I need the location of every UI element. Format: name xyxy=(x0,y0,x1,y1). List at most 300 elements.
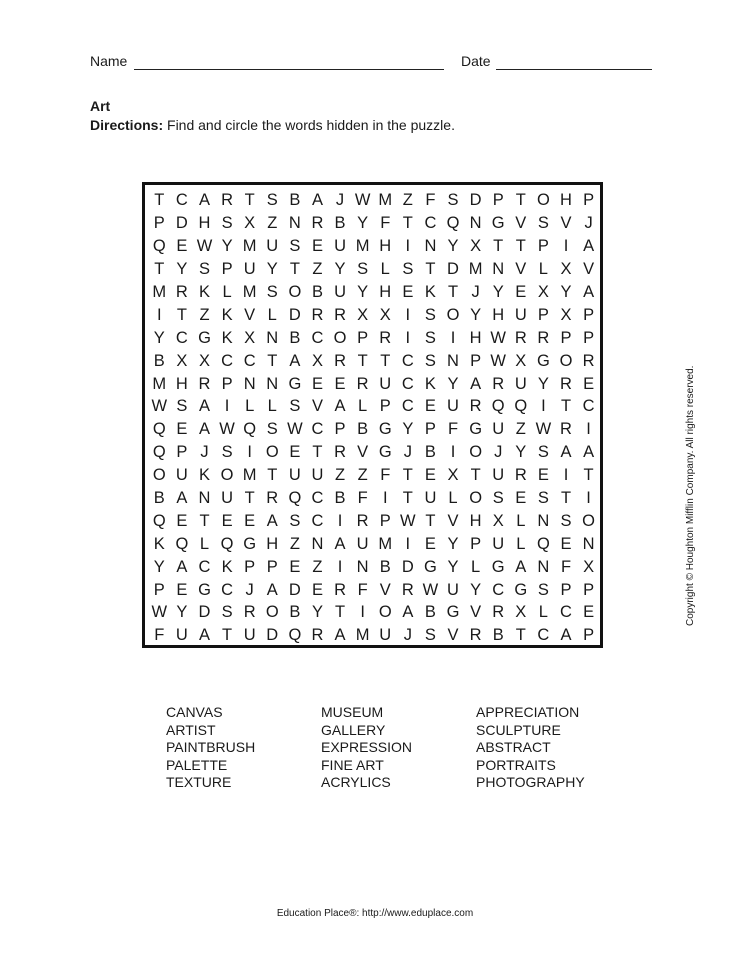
grid-letter[interactable]: F xyxy=(380,466,391,485)
grid-letter[interactable]: X xyxy=(470,237,482,256)
grid-letter[interactable]: P xyxy=(153,214,165,233)
grid-letter[interactable]: U xyxy=(379,626,392,645)
grid-letter[interactable]: P xyxy=(424,420,436,439)
grid-letter[interactable]: X xyxy=(447,466,459,485)
grid-letter[interactable]: R xyxy=(560,374,572,393)
grid-letter[interactable]: Y xyxy=(470,580,482,599)
grid-letter[interactable]: E xyxy=(176,511,188,530)
grid-letter[interactable]: R xyxy=(492,374,505,393)
grid-letter[interactable]: O xyxy=(469,443,483,462)
grid-letter[interactable]: R xyxy=(560,420,572,439)
grid-letter[interactable]: Y xyxy=(492,283,504,301)
grid-letter[interactable]: P xyxy=(537,305,549,324)
grid-letter[interactable]: B xyxy=(289,603,301,622)
grid-letter[interactable]: U xyxy=(424,489,437,508)
grid-letter[interactable]: W xyxy=(151,603,168,622)
grid-letter[interactable]: I xyxy=(405,328,411,347)
grid-letter[interactable]: U xyxy=(334,237,346,256)
grid-letter[interactable]: P xyxy=(583,580,595,599)
grid-letter[interactable]: U xyxy=(447,397,459,416)
grid-letter[interactable]: L xyxy=(380,260,390,279)
grid-letter[interactable]: G xyxy=(198,328,211,347)
grid-letter[interactable]: U xyxy=(243,626,256,645)
grid-letter[interactable]: R xyxy=(311,305,324,324)
grid-letter[interactable]: A xyxy=(334,397,346,416)
grid-letter[interactable]: R xyxy=(469,626,482,645)
grid-letter[interactable]: B xyxy=(492,626,504,645)
grid-letter[interactable]: B xyxy=(153,351,165,370)
grid-letter[interactable]: Q xyxy=(152,237,166,256)
grid-letter[interactable]: U xyxy=(266,237,279,256)
grid-letter[interactable]: S xyxy=(424,626,436,645)
grid-letter[interactable]: Z xyxy=(335,466,346,485)
grid-letter[interactable]: G xyxy=(198,580,211,599)
grid-letter[interactable]: L xyxy=(358,397,368,416)
grid-letter[interactable]: A xyxy=(198,626,210,645)
grid-letter[interactable]: P xyxy=(583,626,595,645)
grid-letter[interactable]: E xyxy=(176,580,188,599)
grid-letter[interactable]: P xyxy=(153,580,165,599)
grid-letter[interactable]: Y xyxy=(515,443,527,462)
grid-letter[interactable]: S xyxy=(357,260,369,279)
grid-letter[interactable]: K xyxy=(221,328,233,347)
grid-letter[interactable]: T xyxy=(515,191,526,210)
grid-letter[interactable]: R xyxy=(334,351,346,370)
grid-letter[interactable]: M xyxy=(242,237,257,256)
grid-letter[interactable]: G xyxy=(469,420,483,439)
grid-letter[interactable]: T xyxy=(244,191,255,210)
grid-letter[interactable]: A xyxy=(334,626,346,645)
grid-letter[interactable]: S xyxy=(424,351,436,370)
grid-letter[interactable]: F xyxy=(357,489,368,508)
grid-letter[interactable]: I xyxy=(563,466,569,485)
grid-letter[interactable]: U xyxy=(514,305,527,324)
grid-letter[interactable]: I xyxy=(337,511,343,530)
grid-letter[interactable]: S xyxy=(266,420,278,439)
grid-letter[interactable]: Q xyxy=(243,420,257,439)
grid-letter[interactable]: U xyxy=(334,283,346,301)
grid-letter[interactable]: Q xyxy=(288,626,302,645)
grid-letter[interactable]: R xyxy=(514,466,527,485)
grid-letter[interactable]: J xyxy=(584,214,593,233)
grid-letter[interactable]: T xyxy=(267,466,278,485)
grid-letter[interactable]: P xyxy=(470,351,482,370)
grid-letter[interactable]: X xyxy=(492,511,504,530)
grid-letter[interactable]: E xyxy=(515,489,527,508)
grid-letter[interactable]: Y xyxy=(447,557,459,576)
grid-letter[interactable]: J xyxy=(494,443,503,462)
grid-letter[interactable]: J xyxy=(335,191,345,210)
grid-letter[interactable]: N xyxy=(266,374,279,393)
grid-letter[interactable]: B xyxy=(289,191,301,210)
grid-letter[interactable]: C xyxy=(311,511,324,530)
grid-letter[interactable]: U xyxy=(175,626,188,645)
grid-letter[interactable]: T xyxy=(560,397,572,416)
grid-letter[interactable]: S xyxy=(447,191,459,210)
grid-letter[interactable]: F xyxy=(154,626,165,645)
grid-letter[interactable]: P xyxy=(560,580,572,599)
grid-letter[interactable]: E xyxy=(424,397,436,416)
grid-letter[interactable]: T xyxy=(154,260,165,279)
grid-letter[interactable]: M xyxy=(242,283,257,301)
grid-letter[interactable]: Z xyxy=(267,214,278,233)
grid-letter[interactable]: G xyxy=(491,557,505,576)
grid-letter[interactable]: P xyxy=(176,443,188,462)
grid-letter[interactable]: C xyxy=(221,351,234,370)
grid-letter[interactable]: C xyxy=(311,420,324,439)
grid-letter[interactable]: Y xyxy=(357,214,369,233)
grid-letter[interactable]: A xyxy=(583,443,595,462)
grid-letter[interactable]: B xyxy=(379,557,391,576)
grid-letter[interactable]: U xyxy=(288,466,301,485)
grid-letter[interactable]: Q xyxy=(491,397,505,416)
grid-letter[interactable]: C xyxy=(311,328,324,347)
grid-letter[interactable]: Y xyxy=(537,374,549,393)
grid-letter[interactable]: E xyxy=(402,283,414,301)
grid-letter[interactable]: S xyxy=(289,511,301,530)
grid-letter[interactable]: U xyxy=(492,420,505,439)
grid-letter[interactable]: C xyxy=(401,374,414,393)
grid-letter[interactable]: O xyxy=(333,328,347,347)
grid-letter[interactable]: X xyxy=(560,260,572,279)
grid-letter[interactable]: L xyxy=(471,557,481,576)
grid-letter[interactable]: Y xyxy=(560,283,572,301)
grid-letter[interactable]: I xyxy=(450,328,456,347)
grid-letter[interactable]: O xyxy=(378,603,392,622)
grid-letter[interactable]: U xyxy=(492,466,505,485)
grid-letter[interactable]: G xyxy=(536,351,550,370)
grid-letter[interactable]: Q xyxy=(446,214,460,233)
grid-letter[interactable]: N xyxy=(266,328,279,347)
grid-letter[interactable]: W xyxy=(422,580,439,599)
grid-letter[interactable]: E xyxy=(537,466,549,485)
grid-letter[interactable]: H xyxy=(469,511,482,530)
grid-letter[interactable]: T xyxy=(267,351,278,370)
grid-letter[interactable]: N xyxy=(537,511,550,530)
grid-letter[interactable]: E xyxy=(311,374,323,393)
grid-letter[interactable]: J xyxy=(403,626,412,645)
grid-letter[interactable]: P xyxy=(583,328,595,347)
grid-letter[interactable]: G xyxy=(446,603,460,622)
grid-letter[interactable]: L xyxy=(516,511,526,530)
grid-letter[interactable]: S xyxy=(266,283,278,301)
grid-letter[interactable]: U xyxy=(175,466,188,485)
grid-letter[interactable]: E xyxy=(311,237,323,256)
grid-letter[interactable]: N xyxy=(537,557,550,576)
grid-letter[interactable]: A xyxy=(470,374,482,393)
grid-letter[interactable]: S xyxy=(221,603,233,622)
grid-letter[interactable]: Y xyxy=(447,374,459,393)
grid-letter[interactable]: N xyxy=(492,260,505,279)
grid-letter[interactable]: R xyxy=(243,603,256,622)
grid-letter[interactable]: H xyxy=(379,237,392,256)
grid-letter[interactable]: E xyxy=(424,534,436,553)
grid-letter[interactable]: L xyxy=(267,397,277,416)
grid-letter[interactable]: I xyxy=(405,534,411,553)
grid-letter[interactable]: A xyxy=(289,351,301,370)
grid-letter[interactable]: R xyxy=(334,443,346,462)
grid-letter[interactable]: U xyxy=(379,374,392,393)
grid-letter[interactable]: Y xyxy=(266,260,278,279)
grid-letter[interactable]: D xyxy=(266,626,279,645)
grid-letter[interactable]: P xyxy=(379,397,391,416)
grid-letter[interactable]: S xyxy=(424,305,436,324)
grid-letter[interactable]: E xyxy=(583,374,595,393)
grid-letter[interactable]: E xyxy=(289,443,301,462)
grid-letter[interactable]: L xyxy=(538,260,548,279)
grid-letter[interactable]: Z xyxy=(312,557,323,576)
grid-letter[interactable]: X xyxy=(176,351,188,370)
grid-letter[interactable]: V xyxy=(583,260,595,279)
grid-letter[interactable]: T xyxy=(470,466,481,485)
grid-letter[interactable]: I xyxy=(586,489,591,508)
grid-letter[interactable]: B xyxy=(334,214,346,233)
grid-letter[interactable]: I xyxy=(337,557,343,576)
grid-letter[interactable]: M xyxy=(152,283,167,301)
grid-letter[interactable]: O xyxy=(469,489,483,508)
grid-letter[interactable]: Y xyxy=(470,305,482,324)
grid-letter[interactable]: I xyxy=(541,397,546,416)
grid-letter[interactable]: H xyxy=(560,191,572,210)
grid-letter[interactable]: A xyxy=(198,397,210,416)
grid-letter[interactable]: I xyxy=(247,443,252,462)
grid-letter[interactable]: R xyxy=(356,374,369,393)
grid-letter[interactable]: R xyxy=(356,511,369,530)
grid-letter[interactable]: K xyxy=(153,534,165,553)
grid-letter[interactable]: A xyxy=(515,557,527,576)
grid-letter[interactable]: T xyxy=(402,466,413,485)
grid-letter[interactable]: J xyxy=(245,580,254,599)
grid-letter[interactable]: T xyxy=(515,626,526,645)
grid-letter[interactable]: R xyxy=(198,374,211,393)
grid-letter[interactable]: R xyxy=(469,397,482,416)
grid-letter[interactable]: T xyxy=(560,489,572,508)
grid-letter[interactable]: W xyxy=(354,191,371,210)
grid-letter[interactable]: T xyxy=(244,489,255,508)
grid-letter[interactable]: V xyxy=(560,214,572,233)
grid-letter[interactable]: M xyxy=(355,626,370,645)
grid-letter[interactable]: A xyxy=(311,191,323,210)
grid-letter[interactable]: G xyxy=(514,580,528,599)
grid-letter[interactable]: N xyxy=(582,534,595,553)
grid-letter[interactable]: O xyxy=(446,305,460,324)
grid-letter[interactable]: N xyxy=(311,534,324,553)
grid-letter[interactable]: Y xyxy=(402,420,414,439)
grid-letter[interactable]: R xyxy=(514,328,527,347)
grid-letter[interactable]: E xyxy=(311,580,323,599)
grid-letter[interactable]: I xyxy=(360,603,365,622)
grid-letter[interactable]: N xyxy=(447,351,459,370)
grid-letter[interactable]: U xyxy=(243,260,256,279)
grid-letter[interactable]: L xyxy=(199,534,210,553)
grid-letter[interactable]: R xyxy=(537,328,550,347)
grid-letter[interactable]: D xyxy=(198,603,211,622)
grid-letter[interactable]: S xyxy=(492,489,504,508)
grid-letter[interactable]: Y xyxy=(447,237,459,256)
grid-letter[interactable]: Q xyxy=(288,489,302,508)
grid-letter[interactable]: Z xyxy=(402,191,413,210)
grid-letter[interactable]: B xyxy=(153,489,165,508)
grid-letter[interactable]: T xyxy=(176,305,187,324)
grid-letter[interactable]: C xyxy=(175,328,188,347)
grid-letter[interactable]: S xyxy=(176,397,188,416)
grid-letter[interactable]: O xyxy=(288,283,302,301)
grid-letter[interactable]: Z xyxy=(312,260,323,279)
grid-letter[interactable]: U xyxy=(447,580,459,599)
grid-letter[interactable]: P xyxy=(221,374,233,393)
grid-letter[interactable]: K xyxy=(424,374,436,393)
grid-letter[interactable]: Y xyxy=(447,534,459,553)
grid-letter[interactable]: Y xyxy=(153,328,165,347)
grid-letter[interactable]: R xyxy=(379,328,392,347)
grid-letter[interactable]: H xyxy=(175,374,188,393)
grid-letter[interactable]: Q xyxy=(514,397,528,416)
grid-letter[interactable]: M xyxy=(152,374,167,393)
grid-letter[interactable]: E xyxy=(244,511,256,530)
grid-letter[interactable]: C xyxy=(401,351,414,370)
grid-letter[interactable]: P xyxy=(560,328,572,347)
grid-letter[interactable]: P xyxy=(583,305,595,324)
grid-letter[interactable]: U xyxy=(514,374,527,393)
grid-letter[interactable]: E xyxy=(583,603,595,622)
grid-letter[interactable]: Q xyxy=(536,534,550,553)
grid-letter[interactable]: H xyxy=(469,328,482,347)
grid-letter[interactable]: V xyxy=(311,397,323,416)
grid-letter[interactable]: N xyxy=(198,489,211,508)
grid-letter[interactable]: O xyxy=(265,603,279,622)
grid-letter[interactable]: R xyxy=(266,489,279,508)
grid-letter[interactable]: H xyxy=(379,283,392,301)
grid-letter[interactable]: J xyxy=(403,443,412,462)
grid-letter[interactable]: S xyxy=(221,443,233,462)
grid-letter[interactable]: Y xyxy=(153,557,165,576)
grid-letter[interactable]: Q xyxy=(152,443,166,462)
grid-letter[interactable]: L xyxy=(516,534,526,553)
grid-letter[interactable]: A xyxy=(176,489,188,508)
grid-letter[interactable]: R xyxy=(492,603,505,622)
grid-letter[interactable]: T xyxy=(583,466,594,485)
grid-letter[interactable]: K xyxy=(198,466,210,485)
grid-letter[interactable]: I xyxy=(382,489,388,508)
grid-letter[interactable]: N xyxy=(243,374,256,393)
grid-letter[interactable]: T xyxy=(402,489,413,508)
grid-letter[interactable]: T xyxy=(380,351,391,370)
grid-letter[interactable]: R xyxy=(334,305,346,324)
grid-letter[interactable]: R xyxy=(175,283,188,301)
grid-letter[interactable]: X xyxy=(560,305,572,324)
grid-letter[interactable]: W xyxy=(400,511,416,530)
grid-letter[interactable]: U xyxy=(492,534,505,553)
grid-letter[interactable]: C xyxy=(560,603,572,622)
grid-letter[interactable]: T xyxy=(357,351,368,370)
grid-letter[interactable]: N xyxy=(288,214,301,233)
grid-letter[interactable]: T xyxy=(154,191,165,210)
grid-letter[interactable]: M xyxy=(378,534,393,553)
grid-letter[interactable]: C xyxy=(492,580,505,599)
grid-letter[interactable]: W xyxy=(219,420,235,439)
grid-letter[interactable]: P xyxy=(492,191,504,210)
grid-letter[interactable]: F xyxy=(447,420,459,439)
grid-letter[interactable]: V xyxy=(379,580,391,599)
grid-letter[interactable]: T xyxy=(402,214,413,233)
grid-letter[interactable]: G xyxy=(243,534,257,553)
grid-letter[interactable]: B xyxy=(424,603,436,622)
grid-letter[interactable]: N xyxy=(356,557,369,576)
grid-letter[interactable]: A xyxy=(583,283,595,301)
grid-letter[interactable]: G xyxy=(424,557,437,576)
grid-letter[interactable]: G xyxy=(378,443,392,462)
grid-letter[interactable]: M xyxy=(378,191,393,210)
grid-letter[interactable]: O xyxy=(559,351,573,370)
grid-letter[interactable]: X xyxy=(198,351,210,370)
grid-letter[interactable]: I xyxy=(586,420,591,439)
grid-letter[interactable]: A xyxy=(266,511,278,530)
grid-letter[interactable]: P xyxy=(266,557,278,576)
grid-letter[interactable]: V xyxy=(447,626,459,645)
grid-letter[interactable]: K xyxy=(198,283,210,301)
grid-letter[interactable]: P xyxy=(244,557,256,576)
grid-letter[interactable]: F xyxy=(560,557,572,576)
grid-letter[interactable]: G xyxy=(491,214,505,233)
grid-letter[interactable]: V xyxy=(515,214,527,233)
grid-letter[interactable]: U xyxy=(311,466,324,485)
grid-letter[interactable]: S xyxy=(289,237,301,256)
grid-letter[interactable]: B xyxy=(357,420,369,439)
grid-letter[interactable]: T xyxy=(425,260,436,279)
grid-letter[interactable]: K xyxy=(221,557,233,576)
grid-letter[interactable]: T xyxy=(447,283,459,301)
grid-letter[interactable]: R xyxy=(582,351,595,370)
grid-letter[interactable]: B xyxy=(424,443,436,462)
grid-letter[interactable]: I xyxy=(224,397,230,416)
grid-letter[interactable]: E xyxy=(515,283,527,301)
grid-letter[interactable]: A xyxy=(583,237,595,256)
grid-letter[interactable]: R xyxy=(334,580,346,599)
grid-letter[interactable]: M xyxy=(468,260,483,279)
grid-letter[interactable]: H xyxy=(266,534,279,553)
grid-letter[interactable]: D xyxy=(288,580,301,599)
grid-letter[interactable]: A xyxy=(560,443,572,462)
grid-letter[interactable]: L xyxy=(448,489,458,508)
grid-letter[interactable]: E xyxy=(176,420,188,439)
grid-letter[interactable]: L xyxy=(222,283,232,301)
grid-letter[interactable]: D xyxy=(447,260,459,279)
grid-letter[interactable]: K xyxy=(221,305,233,324)
grid-letter[interactable]: C xyxy=(401,397,414,416)
grid-letter[interactable]: X xyxy=(515,351,527,370)
grid-letter[interactable]: O xyxy=(582,511,595,530)
grid-letter[interactable]: G xyxy=(378,420,392,439)
grid-letter[interactable]: A xyxy=(176,557,188,576)
grid-letter[interactable]: B xyxy=(289,328,301,347)
grid-letter[interactable]: T xyxy=(515,237,526,256)
grid-letter[interactable]: P xyxy=(221,260,233,279)
grid-letter[interactable]: L xyxy=(538,603,548,622)
grid-letter[interactable]: R xyxy=(311,214,324,233)
grid-letter[interactable]: C xyxy=(311,489,324,508)
grid-letter[interactable]: Y xyxy=(176,603,188,622)
grid-letter[interactable]: Z xyxy=(357,466,368,485)
grid-letter[interactable]: I xyxy=(450,443,456,462)
grid-letter[interactable]: W xyxy=(287,420,303,439)
grid-letter[interactable]: V xyxy=(470,603,482,622)
grid-letter[interactable]: E xyxy=(424,466,436,485)
grid-letter[interactable]: U xyxy=(221,489,234,508)
grid-letter[interactable]: P xyxy=(470,534,482,553)
grid-letter[interactable]: B xyxy=(334,489,346,508)
grid-letter[interactable]: C xyxy=(424,214,437,233)
grid-letter[interactable]: M xyxy=(355,237,370,256)
